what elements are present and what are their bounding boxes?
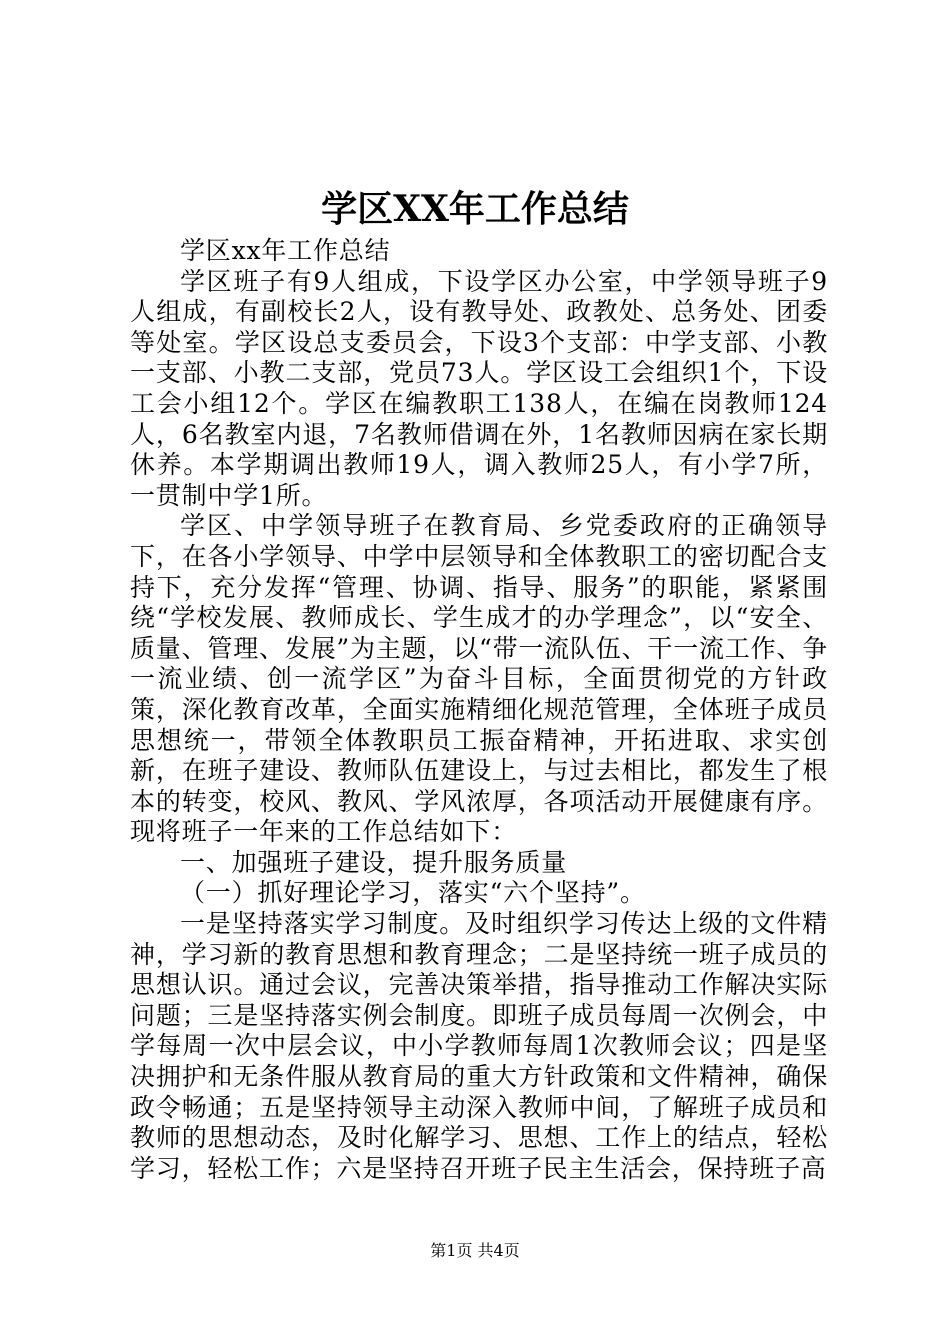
subsection-heading-1: （一）抓好理论学习，落实“六个坚持”。 [180,878,646,908]
document-body [130,236,828,1184]
document-title: 学区XX年工作总结 [321,188,629,230]
paragraph-six-persistences: 一是坚持落实学习制度。及时组织学习传达上级的文件精神，学习新的教育思想和教育理念；二是坚持统一班子成员的思想认识。通过会议，完善决策举措，指导推动工作解决实际问题；三是坚持落实例会制度。即班子成员每周一次例会，中学每周一次中层会议，中小学教师每周1次教师会议；四是坚决拥护和无条件服从教育局的重大方针政策和文件精神，确保政令畅通；五是坚持领导主动深入教师中间，了解班子成员和教师的思想动态，及时化解学习、思想、工作上的结点，轻松学习，轻松工作；六是坚持召开班子民主生活会，保持班子高 [130,909,828,1183]
paragraph-organization: 学区班子有9人组成，下设学区办公室，中学领导班子9人组成，有副校长2人，设有教导处、政教处、总务处、团委等处室。学区设总支委员会，下设3个支部：中学支部、小教一支部、小教二支部，党员73人。学区设工会组织1个，下设工会小组12个。学区在编教职工138人，在编在岗教师124人，6名教室内退，7名教师借调在外，1名教师因病在家长期休养。本学期调出教师19人，调入教师25人，有小学7所，一贯制中学1所。 [130,266,828,510]
section-heading-1: 一、加强班子建设，提升服务质量 [180,847,568,877]
page-footer: 第1页 共4页 [430,1241,520,1260]
paragraph-subtitle: 学区xx年工作总结 [180,236,391,265]
paragraph-overview: 学区、中学领导班子在教育局、乡党委政府的正确领导下，在各小学领导、中学中层领导和全体教职工的密切配合支持下，充分发挥“管理、协调、指导、服务”的职能，紧紧围绕“学校发展、教师成长、学生成才的办学理念”，以“安全、质量、管理、发展”为主题，以“带一流队伍、干一流工作、争一流业绩、创一流学区”为奋斗目标，全面贯彻党的方针政策，深化教育改革，全面实施精细化规范管理，全体班子成员思想统一，带领全体教职员工振奋精神，开拓进取、求实创新，在班子建设、教师队伍建设上，与过去相比，都发生了根本的转变，校风、教风、学风浓厚，各项活动开展健康有序。现将班子一年来的工作总结如下： [130,511,828,847]
